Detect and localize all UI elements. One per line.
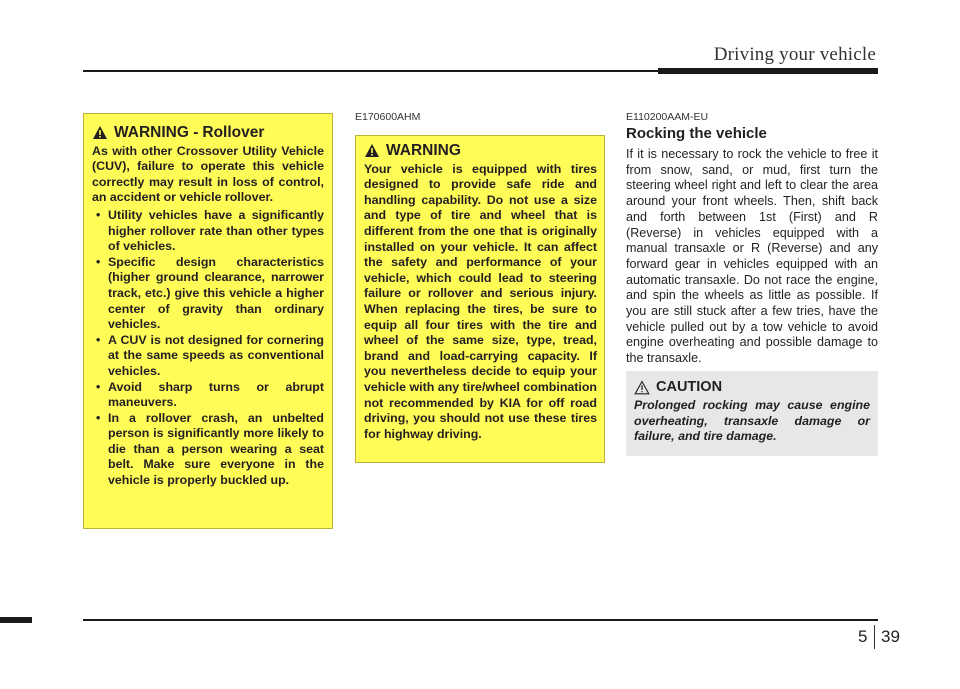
section-code: E110200AAM-EU [626,111,709,123]
running-header: Driving your vehicle [713,44,876,65]
warning-title-label: WARNING [386,142,461,159]
footer-rule-accent [0,617,32,623]
list-item: • Specific design characteristics (higher ground clearance, narrower track, etc.) give this vehicle a higher center of gravity than ordinary vehicles. [92,255,324,333]
tire-warning-box [355,135,605,463]
list-item: • A CUV is not designed for cornering at the same speeds as conventional vehicles. [92,333,324,380]
rocking-body-text: If it is necessary to rock the vehicle to free it from snow, sand, or mud, first turn the steering wheel right and left to clear the area around your front wheels. Then, shift back and forth between 1st (First) and R (Reverse) in vehicles equipped with a manual transaxle or R (Reverse) and any forward gear in vehicles equipped with an automatic transaxle. Do not race the engine, and spin the wheels as little as possible. If you are still stuck after a few tries, have the vehicle pulled out by a tow vehicle to avoid engine overheating and possible damage to the transaxle. [626,147,878,366]
header-rule-accent [658,68,878,74]
caution-title-label: CAUTION [656,379,723,395]
list-item: • Avoid sharp turns or abrupt maneuvers. [92,380,324,411]
tire-warning-text: Your vehicle is equipped with tires designed to provide safe ride and handling capability. Do not use a size and type of tire and wheel that is different from the one that is originally installed on your vehicle. It can affect the safety and performance of your vehicle, which could lead to steering failure or rollover and serious injury. When replacing the tires, be sure to equip all four tires with the tire and wheel of the same size, type, tread, brand and load-carrying capacity. If you nevertheless decide to equip your vehicle with any tire/wheel combination not recommended by KIA for off road driving, you should not use these tires for highway driving. [364,161,597,441]
tire-warning-title [364,143,597,159]
chapter-number: 5 [858,627,868,646]
warning-icon [364,143,380,158]
warning-icon [92,125,108,140]
warning-title-suffix: Rollover [202,124,265,141]
caution-icon [634,380,650,395]
rollover-warning-box [83,113,333,529]
caution-title [634,379,870,395]
warning-title-prefix: WARNING - [114,124,199,141]
rollover-warning-title [92,125,324,141]
caution-text: Prolonged rocking may cause engine overheating, transaxle damage or failure, and tire damage. [634,398,870,443]
list-item: • In a rollover crash, an unbelted person is significantly more likely to die than a person wearing a seat belt. Make sure everyone in the vehicle is properly buckled up. [92,411,324,489]
list-item: • Utility vehicles have a significantly higher rollover rate than other types of vehicles. [92,208,324,255]
section-code: E170600AHM [355,111,421,123]
section-title: Rocking the vehicle [626,125,767,142]
rollover-bullet-list [92,208,324,489]
rollover-intro: As with other Crossover Utility Vehicle (CUV), failure to operate this vehicle correctly may result in loss of control, an accident or vehicle rollover. [92,143,324,205]
footer-rule [83,619,878,621]
page-number-divider [874,625,875,649]
page-number: 39 [881,627,900,646]
caution-box [626,371,878,456]
